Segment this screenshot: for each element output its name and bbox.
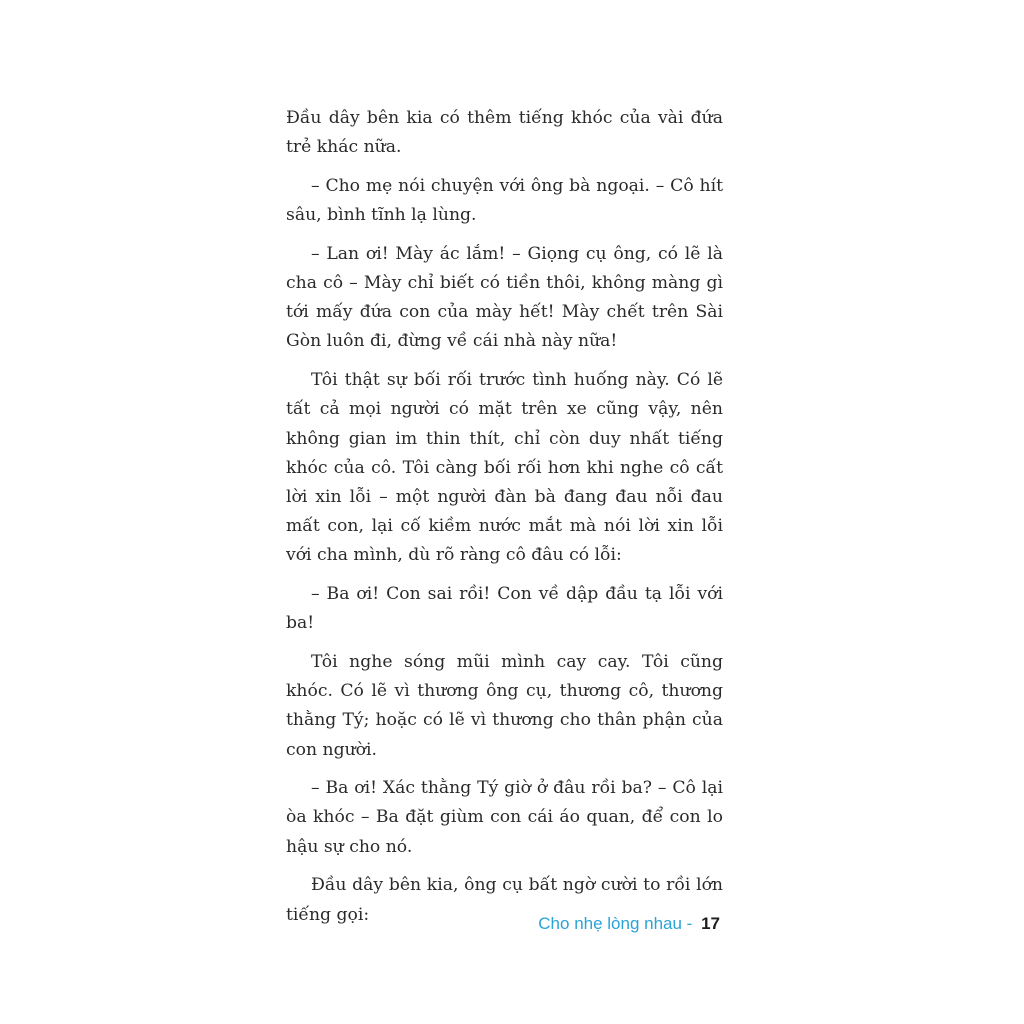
paragraph-5: – Ba ơi! Con sai rồi! Con về dập đầu tạ lỗi với ba!	[286, 584, 723, 634]
paragraph-6: Tôi nghe sóng mũi mình cay cay. Tôi cũng khóc. Có lẽ vì thương ông cụ, thương cô, thương thằng Tý; hoặc có lẽ vì thương cho thân phận của con người.	[286, 651, 723, 760]
page-footer	[538, 911, 720, 937]
page-number: 17	[701, 914, 720, 933]
paragraph-2: – Cho mẹ nói chuyện với ông bà ngoại. – Cô hít sâu, bình tĩnh lạ lùng.	[286, 175, 723, 226]
paragraph-8: Đầu dây bên kia, ông cụ bất ngờ cười to rồi lớn tiếng gọi:	[286, 875, 723, 925]
paragraph-4: Tôi thật sự bối rối trước tình huống này. Có lẽ tất cả mọi người có mặt trên xe cũng vậy, nên không gian im thin thít, chỉ còn duy nhất tiếng khóc của cô. Tôi càng bối rối hơn khi nghe cô cất lời xin lỗi – một người đàn bà đang đau nỗi đau mất con, lại cố kiềm nước mắt mà nói lời xin lỗi với cha mình, dù rõ ràng cô đâu có lỗi:	[286, 370, 723, 566]
body-text	[286, 104, 723, 939]
book-title: Cho nhẹ lòng nhau -	[538, 914, 693, 933]
paragraph-7: – Ba ơi! Xác thằng Tý giờ ở đâu rồi ba? – Cô lại òa khóc – Ba đặt giùm con cái áo quan, để con lo hậu sự cho nó.	[286, 778, 723, 857]
paragraph-1: Đầu dây bên kia có thêm tiếng khóc của vài đứa trẻ khác nữa.	[286, 108, 723, 158]
paragraph-3: – Lan ơi! Mày ác lắm! – Giọng cụ ông, có lẽ là cha cô – Mày chỉ biết có tiền thôi, không màng gì tới mấy đứa con của mày hết! Mày chết trên Sài Gòn luôn đi, đừng về cái nhà này nữa!	[286, 243, 723, 352]
